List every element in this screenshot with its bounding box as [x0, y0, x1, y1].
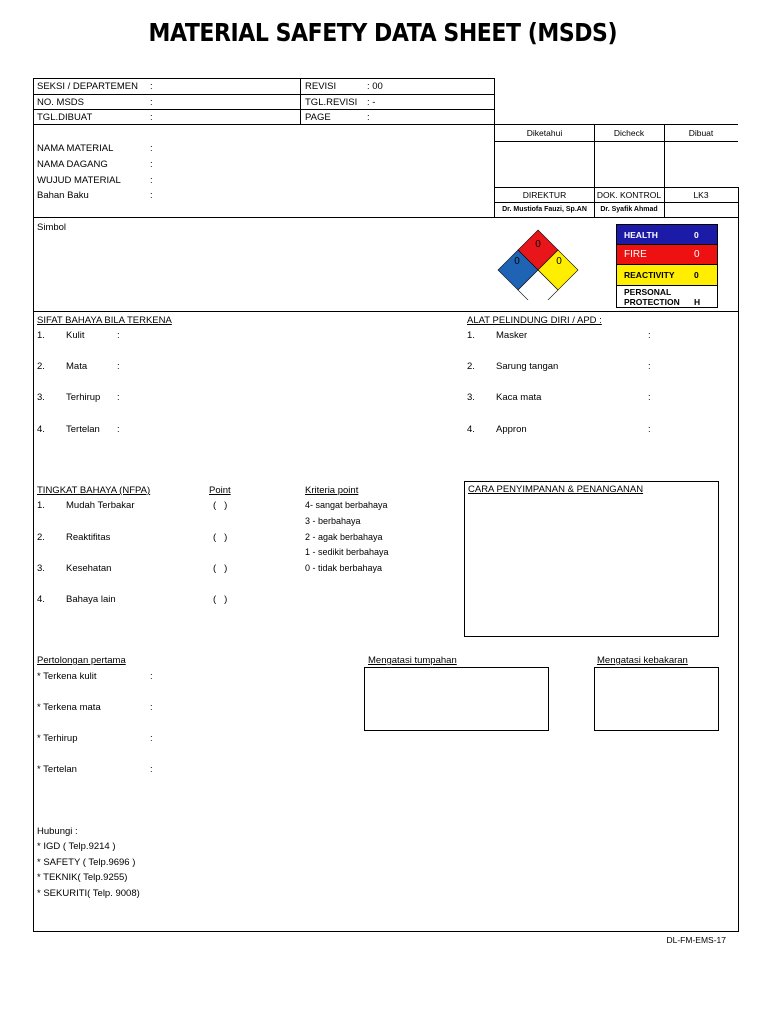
approval-col-dicheck: Dicheck — [613, 128, 645, 138]
nama-dagang-label: NAMA DAGANG — [37, 159, 108, 170]
colon: : — [150, 81, 153, 92]
nfpa-health-label: HEALTH — [624, 230, 658, 240]
sifat-label-kulit: Kulit — [66, 330, 85, 341]
penyimpanan-heading: CARA PENYIMPANAN & PENANGANAN — [468, 484, 644, 495]
divider — [495, 187, 738, 188]
colon: : — [150, 764, 153, 775]
nfpa-diamond — [495, 228, 585, 300]
apd-num: 4. — [467, 424, 475, 435]
pertolongan-item-mata: * Terkena mata — [37, 702, 101, 713]
approval-role-direktur: DIREKTUR — [522, 190, 567, 200]
hubungi-item-sekuriti: * SEKURITI( Telp. 9008) — [37, 888, 140, 899]
tingkat-num: 2. — [37, 532, 45, 543]
sifat-heading: SIFAT BAHAYA BILA TERKENA — [37, 315, 172, 326]
kriteria-item: 3 - berbahaya — [305, 516, 361, 526]
pertolongan-item-terhirup: * Terhirup — [37, 733, 78, 744]
colon: : — [117, 392, 120, 403]
colon: : — [367, 112, 370, 123]
nfpa-reactivity-label: REACTIVITY — [624, 270, 675, 280]
nfpa-pp-value: H — [694, 297, 701, 307]
tingkat-point: ( ) — [213, 500, 228, 511]
colon: : — [117, 424, 120, 435]
tingkat-num: 4. — [37, 594, 45, 605]
no-msds-label: NO. MSDS — [37, 97, 84, 108]
kebakaran-box — [594, 667, 719, 731]
approval-role-lk3: LK3 — [693, 190, 709, 200]
hubungi-item-igd: * IGD ( Telp.9214 ) — [37, 841, 116, 852]
diamond-right-value: 0 — [556, 256, 562, 267]
divider — [300, 78, 301, 124]
hubungi-item-teknik: * TEKNIK( Telp.9255) — [37, 872, 128, 883]
colon: : — [150, 733, 153, 744]
nama-material-label: NAMA MATERIAL — [37, 143, 114, 154]
wujud-material-label: WUJUD MATERIAL — [37, 175, 121, 186]
document-title: MATERIAL SAFETY DATA SHEET (MSDS) — [148, 18, 618, 47]
hubungi-item-safety: * SAFETY ( Telp.9696 ) — [37, 857, 136, 868]
bahan-baku-label: Bahan Baku — [37, 190, 89, 201]
colon: : — [150, 671, 153, 682]
tingkat-heading: TINGKAT BAHAYA (NFPA) — [37, 485, 151, 496]
diamond-top-value: 0 — [535, 239, 541, 250]
divider — [738, 187, 739, 218]
colon: : — [150, 143, 153, 154]
tgl-revisi-label: TGL.REVISI — [305, 97, 358, 108]
colon: : — [648, 424, 651, 435]
colon: : — [150, 175, 153, 186]
sifat-num: 4. — [37, 424, 45, 435]
tingkat-label-bahaya-lain: Bahaya lain — [66, 594, 116, 605]
divider — [664, 124, 665, 218]
divider — [594, 124, 595, 218]
nfpa-pp-label-1: PERSONAL — [624, 287, 672, 297]
tingkat-point: ( ) — [213, 594, 228, 605]
colon: : — [648, 392, 651, 403]
sifat-label-tertelan: Tertelan — [66, 424, 100, 435]
nfpa-personal-protection-row — [616, 286, 718, 308]
sifat-num: 3. — [37, 392, 45, 403]
nfpa-fire-row — [616, 245, 718, 265]
apd-label-appron: Appron — [496, 424, 527, 435]
tingkat-point: ( ) — [213, 563, 228, 574]
page-label: PAGE — [305, 112, 331, 123]
colon: : — [150, 190, 153, 201]
kriteria-item: 0 - tidak berbahaya — [305, 563, 383, 573]
apd-num: 3. — [467, 392, 475, 403]
divider — [33, 109, 495, 110]
tgl-dibuat-label: TGL.DIBUAT — [37, 112, 93, 123]
colon: : — [150, 97, 153, 108]
colon: : — [150, 159, 153, 170]
divider — [33, 311, 739, 312]
tingkat-num: 3. — [37, 563, 45, 574]
sifat-label-mata: Mata — [66, 361, 88, 372]
hubungi-heading: Hubungi : — [37, 826, 78, 837]
pertolongan-heading: Pertolongan pertama — [37, 655, 126, 666]
colon: : — [117, 361, 120, 372]
apd-label-masker: Masker — [496, 330, 528, 341]
nfpa-fire-label: FIRE — [624, 249, 647, 260]
tumpahan-heading: Mengatasi tumpahan — [368, 655, 457, 666]
tingkat-label-mudah-terbakar: Mudah Terbakar — [66, 500, 135, 511]
revisi-value: : 00 — [367, 81, 383, 92]
simbol-label: Simbol — [37, 222, 67, 233]
pertolongan-item-tertelan: * Tertelan — [37, 764, 77, 775]
sifat-num: 1. — [37, 330, 45, 341]
kriteria-item: 2 - agak berbahaya — [305, 532, 383, 542]
kriteria-item: 4- sangat berbahaya — [305, 500, 388, 510]
approval-role-dok-kontrol: DOK. KONTROL — [596, 190, 662, 200]
apd-heading: ALAT PELINDUNG DIRI / APD : — [467, 315, 602, 326]
sifat-num: 2. — [37, 361, 45, 372]
footer-code: DL-FM-EMS-17 — [666, 935, 726, 945]
penyimpanan-box — [464, 481, 719, 637]
kriteria-item: 1 - sedikit berbahaya — [305, 547, 389, 557]
tumpahan-box — [364, 667, 549, 731]
point-heading: Point — [209, 485, 231, 496]
colon: : — [648, 330, 651, 341]
divider — [33, 94, 495, 95]
tingkat-num: 1. — [37, 500, 45, 511]
approval-name-direktur: Dr. Mustiofa Fauzi, Sp.AN — [502, 206, 587, 213]
apd-label-kaca-mata: Kaca mata — [496, 392, 542, 403]
divider — [495, 141, 738, 142]
nfpa-health-value: 0 — [694, 230, 699, 240]
apd-num: 2. — [467, 361, 475, 372]
apd-num: 1. — [467, 330, 475, 341]
diamond-left-value: 0 — [514, 256, 520, 267]
kriteria-heading: Kriteria point — [305, 485, 359, 496]
apd-label-sarung-tangan: Sarung tangan — [496, 361, 559, 372]
nfpa-health-row — [616, 224, 718, 245]
tingkat-label-reaktifitas: Reaktifitas — [66, 532, 111, 543]
kebakaran-heading: Mengatasi kebakaran — [597, 655, 688, 666]
divider — [33, 124, 738, 125]
nfpa-pp-label-2: PROTECTION — [624, 297, 680, 307]
approval-col-diketahui: Diketahui — [526, 128, 563, 138]
approval-col-dibuat: Dibuat — [688, 128, 714, 138]
nfpa-reactivity-row — [616, 265, 718, 286]
colon: : — [150, 112, 153, 123]
pertolongan-item-kulit: * Terkena kulit — [37, 671, 97, 682]
seksi-label: SEKSI / DEPARTEMEN — [37, 81, 139, 92]
nfpa-reactivity-value: 0 — [694, 270, 699, 280]
tingkat-point: ( ) — [213, 532, 228, 543]
revisi-label: REVISI — [305, 81, 337, 92]
colon: : — [117, 330, 120, 341]
divider — [495, 202, 738, 203]
colon: : — [648, 361, 651, 372]
tgl-revisi-value: : - — [367, 97, 376, 108]
tingkat-label-kesehatan: Kesehatan — [66, 563, 112, 574]
nfpa-fire-value: 0 — [694, 249, 700, 260]
colon: : — [150, 702, 153, 713]
approval-name-dok-kontrol: Dr. Syafik Ahmad — [600, 206, 658, 213]
sifat-label-terhirup: Terhirup — [66, 392, 101, 403]
